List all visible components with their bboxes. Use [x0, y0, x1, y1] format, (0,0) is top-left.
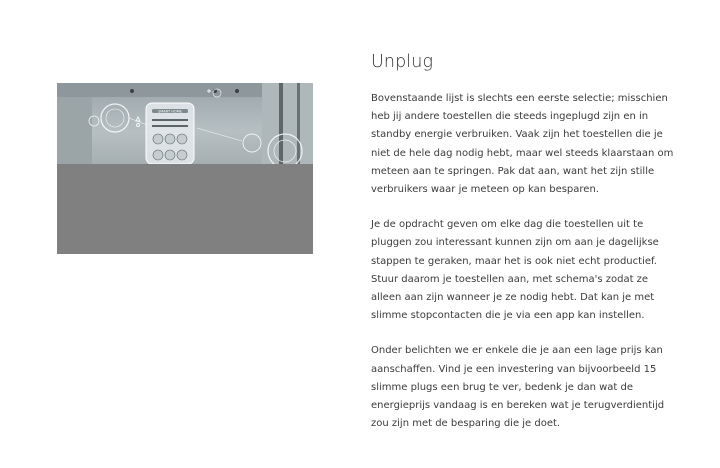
phone-screen-title: SMART HOME: [158, 109, 182, 114]
image-placeholder-area: [57, 164, 313, 254]
smart-home-photo: [57, 83, 313, 164]
article-section: [371, 52, 675, 450]
article-image: [57, 83, 313, 254]
article-paragraph-1: Bovenstaande lijst is slechts een eerste selectie; misschien heb jij andere toestellen die steeds ingeplugd zijn en in standby energie verbruiken. Vaak zijn het toestellen die je niet de hele dag nodig hebt, maar wel steeds klaarstaan om meteen aan te springen. Pak dat aan, want het zijn stille verbruikers waar je meteen op kan besparen.: [371, 93, 674, 196]
article-paragraph-3: Onder belichten we er enkele die je aan een lage prijs kan aanschaffen. Vind je een investering van bijvoorbeeld 15 slimme plugs een brug te ver, bedenk je dan wat de energieprijs vandaag is en bereken wat je terugverdientijd zou zijn met de besparing die je doet.: [371, 345, 665, 430]
article-title: Unplug: [371, 52, 434, 72]
article-paragraph-2: Je de opdracht geven om elke dag die toestellen uit te pluggen zou interessant kunnen zijn om aan je dagelijkse stappen te geraken, maar het is ook niet echt productief. Stuur daarom je toestellen aan, met schema's zodat ze alleen aan zijn wanneer je ze nodig hebt. Dat kan je met slimme stopcontacten die je via een app kan instellen.: [371, 219, 659, 322]
